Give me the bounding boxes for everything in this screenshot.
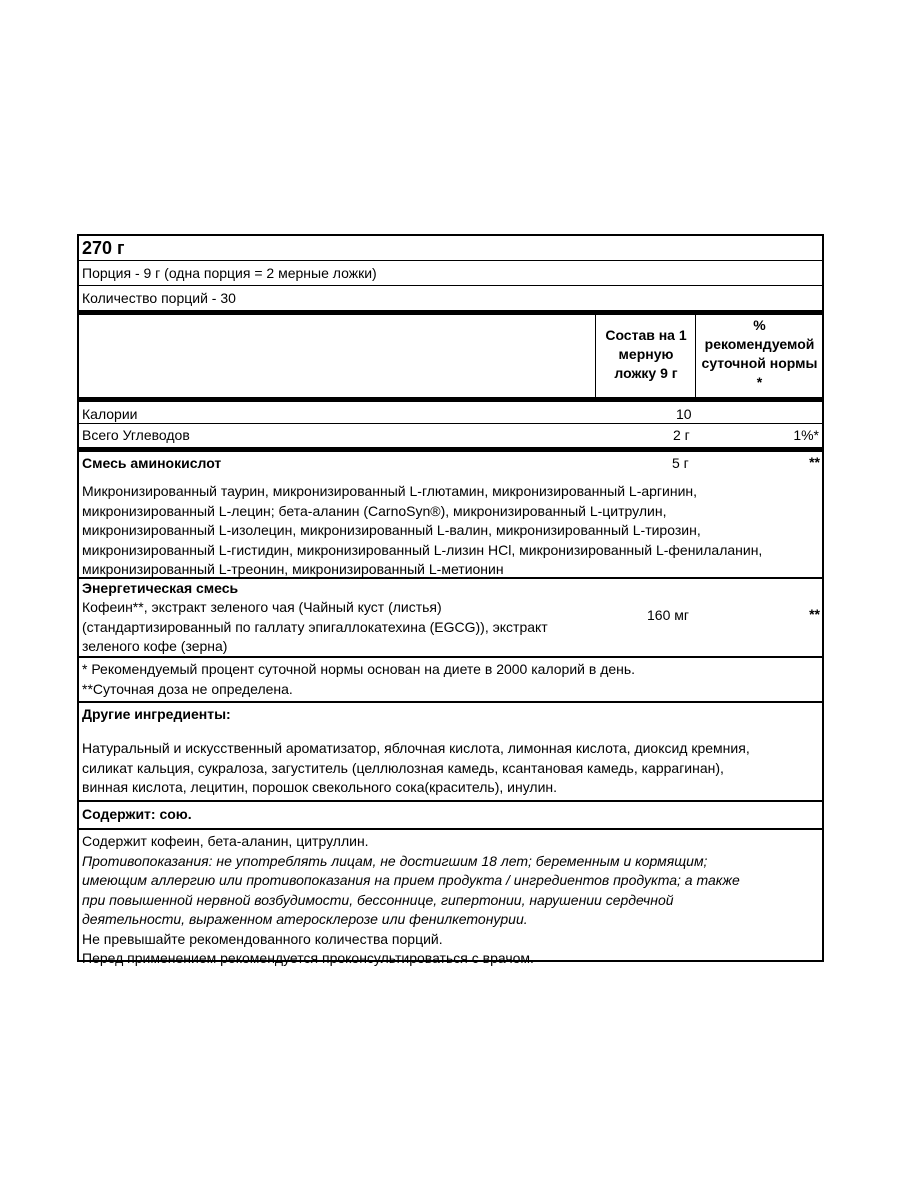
column-header-row [79, 310, 822, 397]
warning-contains: Содержит кофеин, бета-аланин, цитруллин. [82, 833, 369, 849]
amount-column-header: Состав на 1 мерную ложку 9 г [605, 327, 687, 381]
calories-amount: 10 [676, 406, 692, 422]
carbs-daily-value: 1%* [793, 427, 819, 443]
other-ingredients-title: Другие ингредиенты: [82, 706, 231, 722]
carbs-amount: 2 г [673, 427, 690, 443]
footnotes [82, 660, 635, 699]
amino-line: микронизированный L-лецин; бета-аланин (CarnoSyn®), микронизированный L-цитрулин, [82, 502, 667, 519]
energy-blend-row [79, 577, 822, 656]
energy-line: зеленого кофе (зерна) [82, 638, 228, 654]
warning-dosage: Не превышайте рекомендованного количества порций. [82, 930, 443, 947]
footnotes-row [79, 656, 822, 701]
other-line: силикат кальция, сукралоза, загуститель (целлюлозная камедь, ксантановая камедь, каррагинан), [82, 759, 724, 776]
amino-blend-amount: 5 г [672, 455, 689, 471]
servings-count: Количество порций - 30 [82, 290, 236, 306]
amino-line: микронизированный L-гистидин, микронизированный L-лизин HCl, микронизированный L-фенилаланин, [82, 541, 763, 558]
amino-line: микронизированный L-треонин, микронизированный L-метионин [82, 561, 504, 577]
warnings-row [79, 828, 822, 966]
serving-row [79, 260, 822, 285]
energy-blend-amount: 160 мг [647, 607, 689, 623]
nutrition-label [77, 234, 824, 966]
net-weight: 270 г [82, 238, 125, 258]
calories-row [79, 397, 822, 423]
warnings-text [82, 832, 740, 969]
contraindication-line: имеющим аллергию или противопоказания на прием продукта / ингредиентов продукта; а также [82, 872, 740, 888]
energy-line: (стандартизированный по галлату эпигаллокатехина (EGCG)), экстракт [82, 618, 548, 635]
other-ingredients-row [79, 701, 822, 800]
amino-blend-daily-value: ** [809, 454, 820, 470]
amino-line: микронизированный L-изолецин, микронизированный L-валин, микронизированный L-тирозин, [82, 522, 701, 538]
carbs-row [79, 423, 822, 447]
energy-line: Кофеин**, экстракт зеленого чая (Чайный куст (листья) [82, 599, 442, 615]
energy-blend-ingredients [82, 598, 548, 657]
warning-consult: Перед применением рекомендуется проконсультироваться с врачом. [82, 950, 534, 966]
serving-size: Порция - 9 г (одна порция = 2 мерные ложки) [82, 265, 377, 281]
amino-blend-row [79, 447, 822, 577]
energy-blend-daily-value: ** [809, 606, 820, 622]
calories-label: Калории [82, 406, 138, 422]
allergen-row [79, 800, 822, 828]
contraindication-line: при повышенной нервной возбудимости, бессоннице, гипертонии, нарушении сердечной [82, 891, 674, 908]
daily-value-column-header: % рекомендуемой суточной нормы * [701, 317, 818, 390]
other-ingredients-list [82, 739, 750, 798]
servings-count-row [79, 285, 822, 310]
allergen-statement: Содержит: сою. [82, 806, 192, 822]
contraindication-line: деятельности, выраженном атеросклерозе или фенилкетонурии. [82, 911, 528, 927]
footnote-daily-value: * Рекомендуемый процент суточной нормы основан на диете в 2000 калорий в день. [82, 661, 636, 677]
carbs-label: Всего Углеводов [82, 427, 190, 443]
amino-blend-ingredients [82, 482, 762, 580]
contraindication-line: Противопоказания: не употреблять лицам, не достигшим 18 лет; беременным и кормящим; [82, 852, 708, 869]
other-line: винная кислота, лецитин, порошок свекольного сока(краситель), инулин. [82, 779, 558, 795]
energy-blend-title: Энергетическая смесь [82, 580, 239, 596]
weight-row [79, 236, 822, 260]
amino-line: Микронизированный таурин, микронизированный L-глютамин, микронизированный L-аргинин, [82, 483, 698, 499]
amino-blend-title: Смесь аминокислот [82, 455, 222, 471]
footnote-undefined: **Суточная доза не определена. [82, 680, 293, 697]
other-line: Натуральный и искусственный ароматизатор, яблочная кислота, лимонная кислота, диоксид кремния, [82, 740, 750, 756]
